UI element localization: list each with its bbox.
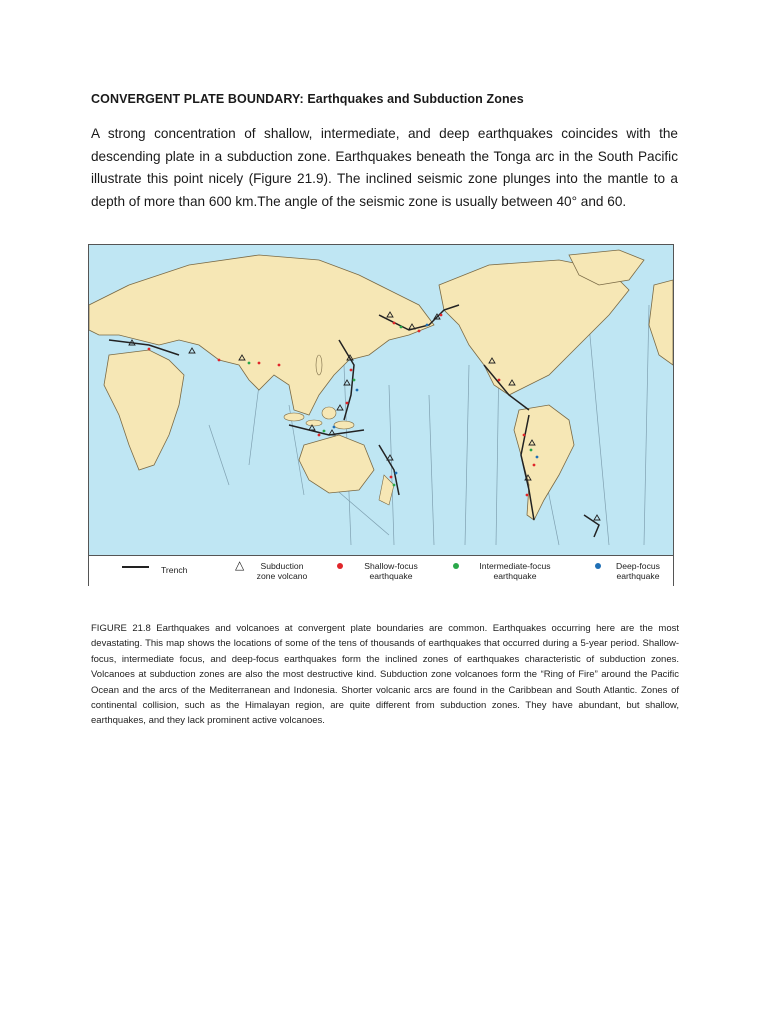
- legend-trench-label: Trench: [161, 565, 188, 575]
- intermediate-dot-icon: [453, 563, 459, 569]
- legend-shallow-line2: earthquake: [369, 571, 413, 581]
- legend-trench: [161, 565, 187, 575]
- figure-21-8: [88, 244, 674, 586]
- legend-intermediate-line1: Intermediate-focus: [479, 561, 551, 571]
- legend-volcano: [247, 561, 317, 581]
- legend-deep-line2: earthquake: [616, 571, 660, 581]
- legend-deep-line1: Deep-focus: [616, 561, 660, 571]
- intro-paragraph: A strong concentration of shallow, intermediate, and deep earthquakes coincides with the descending plate in a subduction zone. Earthquakes beneath the Tonga arc in the South Pacific illustrate this point nicely (Figure 21.9). The inclined seismic zone plunges into the mantle to a depth of more than 600 km.The angle of the seismic zone is usually between 40° and 60.: [91, 126, 678, 209]
- legend-shallow-line1: Shallow-focus: [364, 561, 418, 571]
- volcano-triangle-icon: △: [235, 558, 245, 572]
- figure-caption: FIGURE 21.8 Earthquakes and volcanoes at convergent plate boundaries are common. Earthquakes occurring here are the most devastating. This map shows the locations of some of the tens of thousands of earthquakes that occurred during a 5-year period. Shallow-focus, intermediate focus, and deep-focus earthquakes form the inclined zones of earthquakes characteristic of subduction zones. Volcanoes at subduction zones are also the most destructive kind. Subduction zone volcanoes form the “Ring of Fire” around the Pacific Ocean and the arcs of the Mediterranean and Indonesia. Shorter volcanic arcs are found in the Caribbean and South Atlantic. Zones of continental collision, such as the Himalayan region, are quite different from subduction zones. They have abundant, but shallow, earthquakes, and they lack prominent active volcanoes.: [91, 623, 679, 727]
- deep-dot-icon: [595, 563, 601, 569]
- world-map: [89, 245, 673, 555]
- legend-deep: [605, 561, 671, 581]
- legend-volcano-line2: zone volcano: [256, 571, 308, 581]
- section-heading: CONVERGENT PLATE BOUNDARY: Earthquakes and Subduction Zones: [91, 92, 524, 106]
- legend-volcano-line1: Subduction: [260, 561, 304, 571]
- legend-intermediate: [465, 561, 565, 581]
- map-legend: [89, 555, 673, 586]
- legend-intermediate-line2: earthquake: [493, 571, 537, 581]
- shallow-dot-icon: [337, 563, 343, 569]
- trench-legend-line: [122, 566, 149, 568]
- legend-shallow: [351, 561, 431, 581]
- world-map-image: [89, 245, 673, 555]
